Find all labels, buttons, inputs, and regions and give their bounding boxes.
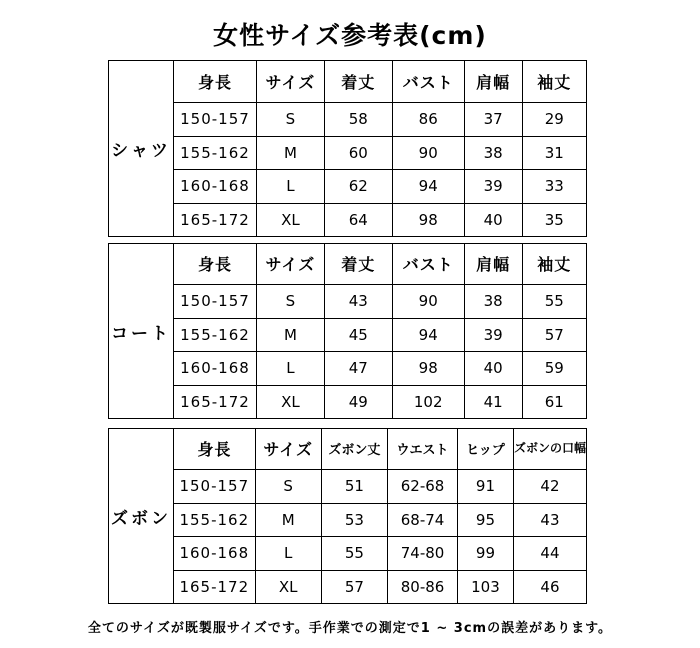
bust-cell: 98 xyxy=(392,203,464,236)
bust-cell: 90 xyxy=(392,136,464,169)
header-row xyxy=(174,61,587,102)
size-cell: M xyxy=(255,503,321,536)
table-row xyxy=(174,351,587,385)
header-size: サイズ xyxy=(255,429,321,469)
header-row xyxy=(174,429,587,469)
pants-size-table xyxy=(108,428,587,604)
waist-cell: 68-74 xyxy=(388,503,458,536)
hip-cell: 99 xyxy=(457,536,513,570)
size-cell: L xyxy=(256,351,324,385)
header-size: サイズ xyxy=(256,61,324,102)
shoulder-cell: 39 xyxy=(464,318,522,351)
page-title: 女性サイズ参考表(cm) xyxy=(213,21,487,50)
hip-cell: 95 xyxy=(457,503,513,536)
hem-width-cell: 43 xyxy=(513,503,586,536)
pants-grid xyxy=(173,429,586,603)
sleeve-cell: 57 xyxy=(522,318,586,351)
length-cell: 64 xyxy=(324,203,392,236)
table-row xyxy=(174,503,587,536)
height-cell: 155-162 xyxy=(174,318,257,351)
table-row xyxy=(174,203,587,236)
table-row xyxy=(174,469,587,503)
header-waist: ウエスト xyxy=(388,429,458,469)
table-row xyxy=(174,284,587,318)
waist-cell: 80-86 xyxy=(388,570,458,603)
table-row xyxy=(174,385,587,418)
length-cell: 43 xyxy=(324,284,392,318)
shoulder-cell: 39 xyxy=(464,169,522,203)
length-cell: 49 xyxy=(324,385,392,418)
pants-length-cell: 51 xyxy=(321,469,387,503)
length-cell: 58 xyxy=(324,102,392,136)
header-pants-length: ズボン丈 xyxy=(321,429,387,469)
size-cell: XL xyxy=(255,570,321,603)
hem-width-cell: 42 xyxy=(513,469,586,503)
size-cell: XL xyxy=(256,385,324,418)
shirts-size-table xyxy=(108,60,587,237)
sleeve-cell: 31 xyxy=(522,136,586,169)
header-hip: ヒップ xyxy=(457,429,513,469)
table-row xyxy=(174,536,587,570)
bust-cell: 90 xyxy=(392,284,464,318)
waist-cell: 62-68 xyxy=(388,469,458,503)
sleeve-cell: 29 xyxy=(522,102,586,136)
header-length: 着丈 xyxy=(324,244,392,284)
shoulder-cell: 40 xyxy=(464,351,522,385)
size-cell: XL xyxy=(256,203,324,236)
bust-cell: 102 xyxy=(392,385,464,418)
size-cell: S xyxy=(256,284,324,318)
bust-cell: 94 xyxy=(392,169,464,203)
shirts-grid xyxy=(173,61,586,236)
waist-cell: 74-80 xyxy=(388,536,458,570)
coat-grid xyxy=(173,244,586,418)
hip-cell: 103 xyxy=(457,570,513,603)
height-cell: 165-172 xyxy=(174,203,257,236)
shoulder-cell: 37 xyxy=(464,102,522,136)
hip-cell: 91 xyxy=(457,469,513,503)
height-cell: 155-162 xyxy=(174,136,257,169)
height-cell: 160-168 xyxy=(174,351,257,385)
height-cell: 150-157 xyxy=(174,102,257,136)
height-cell: 160-168 xyxy=(174,169,257,203)
height-cell: 160-168 xyxy=(174,536,256,570)
shoulder-cell: 41 xyxy=(464,385,522,418)
bust-cell: 86 xyxy=(392,102,464,136)
height-cell: 150-157 xyxy=(174,469,256,503)
shoulder-cell: 38 xyxy=(464,136,522,169)
length-cell: 47 xyxy=(324,351,392,385)
header-bust: バスト xyxy=(392,61,464,102)
size-cell: S xyxy=(256,102,324,136)
header-hem-width: ズボンの口幅 xyxy=(513,429,586,469)
size-cell: M xyxy=(256,136,324,169)
shoulder-cell: 40 xyxy=(464,203,522,236)
pants-length-cell: 55 xyxy=(321,536,387,570)
header-row xyxy=(174,244,587,284)
table-row xyxy=(174,102,587,136)
length-cell: 60 xyxy=(324,136,392,169)
header-length: 着丈 xyxy=(324,61,392,102)
table-row xyxy=(174,570,587,603)
header-bust: バスト xyxy=(392,244,464,284)
size-cell: S xyxy=(255,469,321,503)
height-cell: 165-172 xyxy=(174,570,256,603)
coat-size-table xyxy=(108,243,587,419)
table-row xyxy=(174,136,587,169)
header-height: 身長 xyxy=(174,244,257,284)
shirts-label: シャツ xyxy=(111,141,171,161)
height-cell: 155-162 xyxy=(174,503,256,536)
sleeve-cell: 35 xyxy=(522,203,586,236)
table-row xyxy=(174,169,587,203)
header-shoulder: 肩幅 xyxy=(464,61,522,102)
header-shoulder: 肩幅 xyxy=(464,244,522,284)
sleeve-cell: 33 xyxy=(522,169,586,203)
table-row xyxy=(174,318,587,351)
header-sleeve: 袖丈 xyxy=(522,61,586,102)
shoulder-cell: 38 xyxy=(464,284,522,318)
bust-cell: 98 xyxy=(392,351,464,385)
size-cell: L xyxy=(256,169,324,203)
size-cell: L xyxy=(255,536,321,570)
header-height: 身長 xyxy=(174,429,256,469)
sleeve-cell: 55 xyxy=(522,284,586,318)
header-sleeve: 袖丈 xyxy=(522,244,586,284)
coat-label: コート xyxy=(111,323,171,344)
hem-width-cell: 46 xyxy=(513,570,586,603)
pants-label: ズボン xyxy=(111,508,171,529)
size-cell: M xyxy=(256,318,324,351)
pants-length-cell: 57 xyxy=(321,570,387,603)
length-cell: 45 xyxy=(324,318,392,351)
sleeve-cell: 61 xyxy=(522,385,586,418)
height-cell: 150-157 xyxy=(174,284,257,318)
sleeve-cell: 59 xyxy=(522,351,586,385)
length-cell: 62 xyxy=(324,169,392,203)
bust-cell: 94 xyxy=(392,318,464,351)
header-size: サイズ xyxy=(256,244,324,284)
header-height: 身長 xyxy=(174,61,257,102)
footnote: 全てのサイズが既製服サイズです。手作業での測定で1 ~ 3cmの誤差があります。 xyxy=(87,621,613,636)
pants-length-cell: 53 xyxy=(321,503,387,536)
height-cell: 165-172 xyxy=(174,385,257,418)
hem-width-cell: 44 xyxy=(513,536,586,570)
